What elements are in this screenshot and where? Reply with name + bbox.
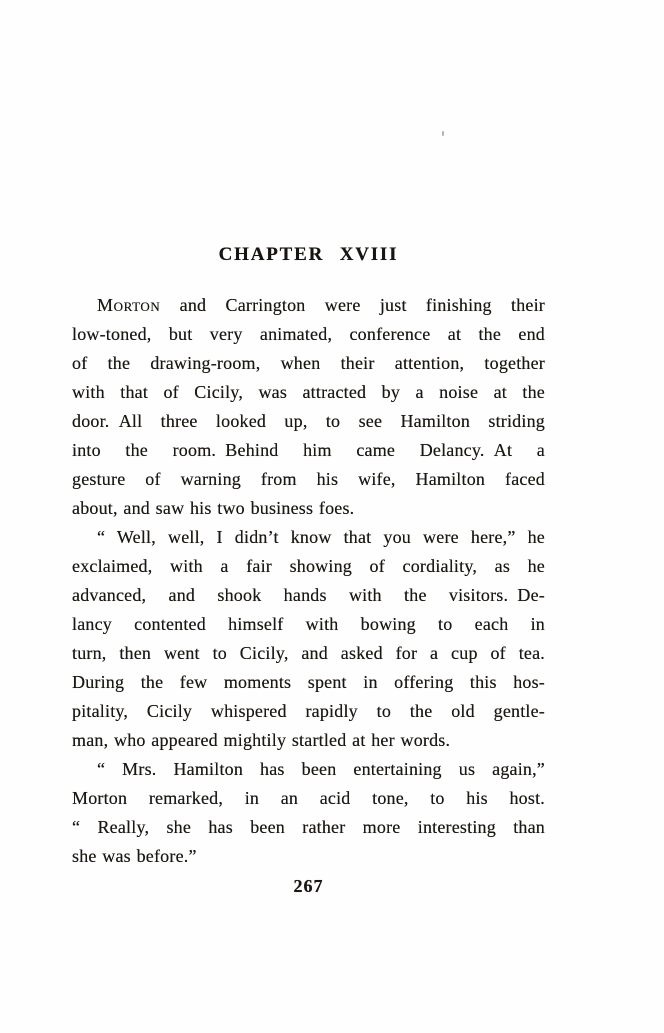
text-line: about, and saw his two business foes.	[72, 498, 355, 518]
text-line: low-toned, but very animated, conference at the end	[72, 324, 545, 344]
text-line: During the few moments spent in offering this hos-	[72, 672, 545, 692]
page-number: 267	[293, 876, 324, 896]
text-line: of the drawing-room, when their attention, together	[72, 353, 545, 373]
text-line: turn, then went to Cicily, and asked for a cup of tea.	[72, 643, 545, 663]
text-line: “ Well, well, I didn’t know that you were here,” he	[97, 527, 545, 547]
text-line: pitality, Cicily whispered rapidly to the old gentle-	[72, 701, 545, 721]
text-line: “ Mrs. Hamilton has been entertaining us again,”	[97, 759, 545, 779]
scan-speck-artifact	[442, 131, 444, 136]
text-line: Morton and Carrington were just finishing their	[97, 295, 545, 315]
text-line: into the room. Behind him came Delancy. At a	[72, 440, 545, 460]
small-caps-word: Morton	[97, 295, 161, 315]
text-line: “ Really, she has been rather more interesting than	[72, 817, 545, 837]
body-text	[72, 291, 545, 871]
chapter-heading: CHAPTER XVIII	[218, 244, 399, 265]
text-line: Morton remarked, in an acid tone, to his host.	[72, 788, 545, 808]
text-line: lancy contented himself with bowing to each in	[72, 614, 545, 634]
text-line: she was before.”	[72, 846, 197, 866]
text-line: advanced, and shook hands with the visitors. De-	[72, 585, 545, 605]
text-line: man, who appeared mightily startled at her words.	[72, 730, 451, 750]
text-line: door. All three looked up, to see Hamilton striding	[72, 411, 545, 431]
text-line: gesture of warning from his wife, Hamilton faced	[72, 469, 545, 489]
text-line: exclaimed, with a fair showing of cordiality, as he	[72, 556, 545, 576]
text-line: with that of Cicily, was attracted by a noise at the	[72, 382, 545, 402]
